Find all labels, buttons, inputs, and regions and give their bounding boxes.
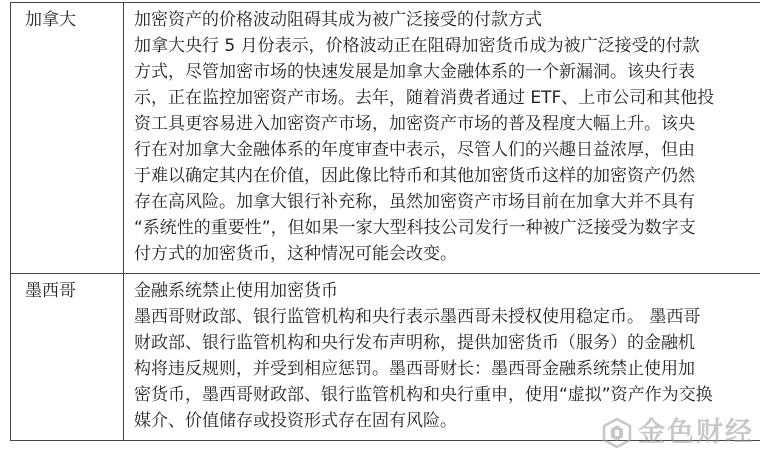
body-line: 加拿大央行 5 月份表示，价格波动正在阻碍加密货币成为被广泛接受的付款 <box>134 36 700 56</box>
body-line: 于难以确定其内在价值，因此像比特币和其他加密货币这样的加密资产仍然 <box>134 166 695 186</box>
body-line: 存在高风险。加拿大银行补充称，虽然加密资产市场目前在加拿大并不具有 <box>134 192 695 212</box>
body-line: 行在对加拿大金融体系的年度审查中表示，尽管人们的兴趣日益浓厚，但由 <box>134 140 695 160</box>
table-row <box>11 274 760 441</box>
watermark <box>602 418 754 448</box>
row-title: 金融系统禁止使用加密货币 <box>134 281 338 301</box>
country-label: 墨西哥 <box>25 281 76 301</box>
content-cell <box>124 3 760 274</box>
body-line: “系统性的重要性”，但如果一家大型科技公司发行一种被广泛接受为数字支 <box>134 218 696 238</box>
body-line: 资工具更容易进入加密资产市场，加密资产市场的普及程度大幅上升。该央 <box>134 114 695 134</box>
country-cell <box>11 274 124 441</box>
body-line: 付方式的加密货币，这种情况可能会改变。 <box>134 244 457 264</box>
table-row <box>11 3 760 274</box>
content-cell <box>124 274 760 441</box>
jinse-logo-icon <box>602 418 632 448</box>
body-line: 示，正在监控加密资产市场。去年，随着消费者通过 ETF、上市公司和其他投 <box>134 88 715 108</box>
body-line: 密货币，墨西哥财政部、银行监管机构和央行重申，使用“虚拟”资产作为交换 <box>134 385 713 405</box>
body-line: 构将违反规则，并受到相应惩罚。墨西哥财长：墨西哥金融系统禁止使用加 <box>134 359 695 379</box>
body-line: 墨西哥财政部、银行监管机构和央行表示墨西哥未授权使用稳定币。 墨西哥 <box>134 307 701 327</box>
crypto-regulation-table <box>10 2 760 441</box>
watermark-text: 金色财经 <box>638 417 754 448</box>
country-cell <box>11 3 124 274</box>
body-line: 媒介、价值储存或投资形式存在固有风险。 <box>134 411 457 431</box>
body-line: 方式，尽管加密市场的快速发展是加拿大金融体系的一个新漏洞。该央行表 <box>134 62 695 82</box>
body-line: 财政部、银行监管机构和央行发布声明称，提供加密货币（服务）的金融机 <box>134 333 695 353</box>
row-title: 加密资产的价格波动阻碍其成为被广泛接受的付款方式 <box>134 10 542 30</box>
country-label: 加拿大 <box>25 10 76 30</box>
